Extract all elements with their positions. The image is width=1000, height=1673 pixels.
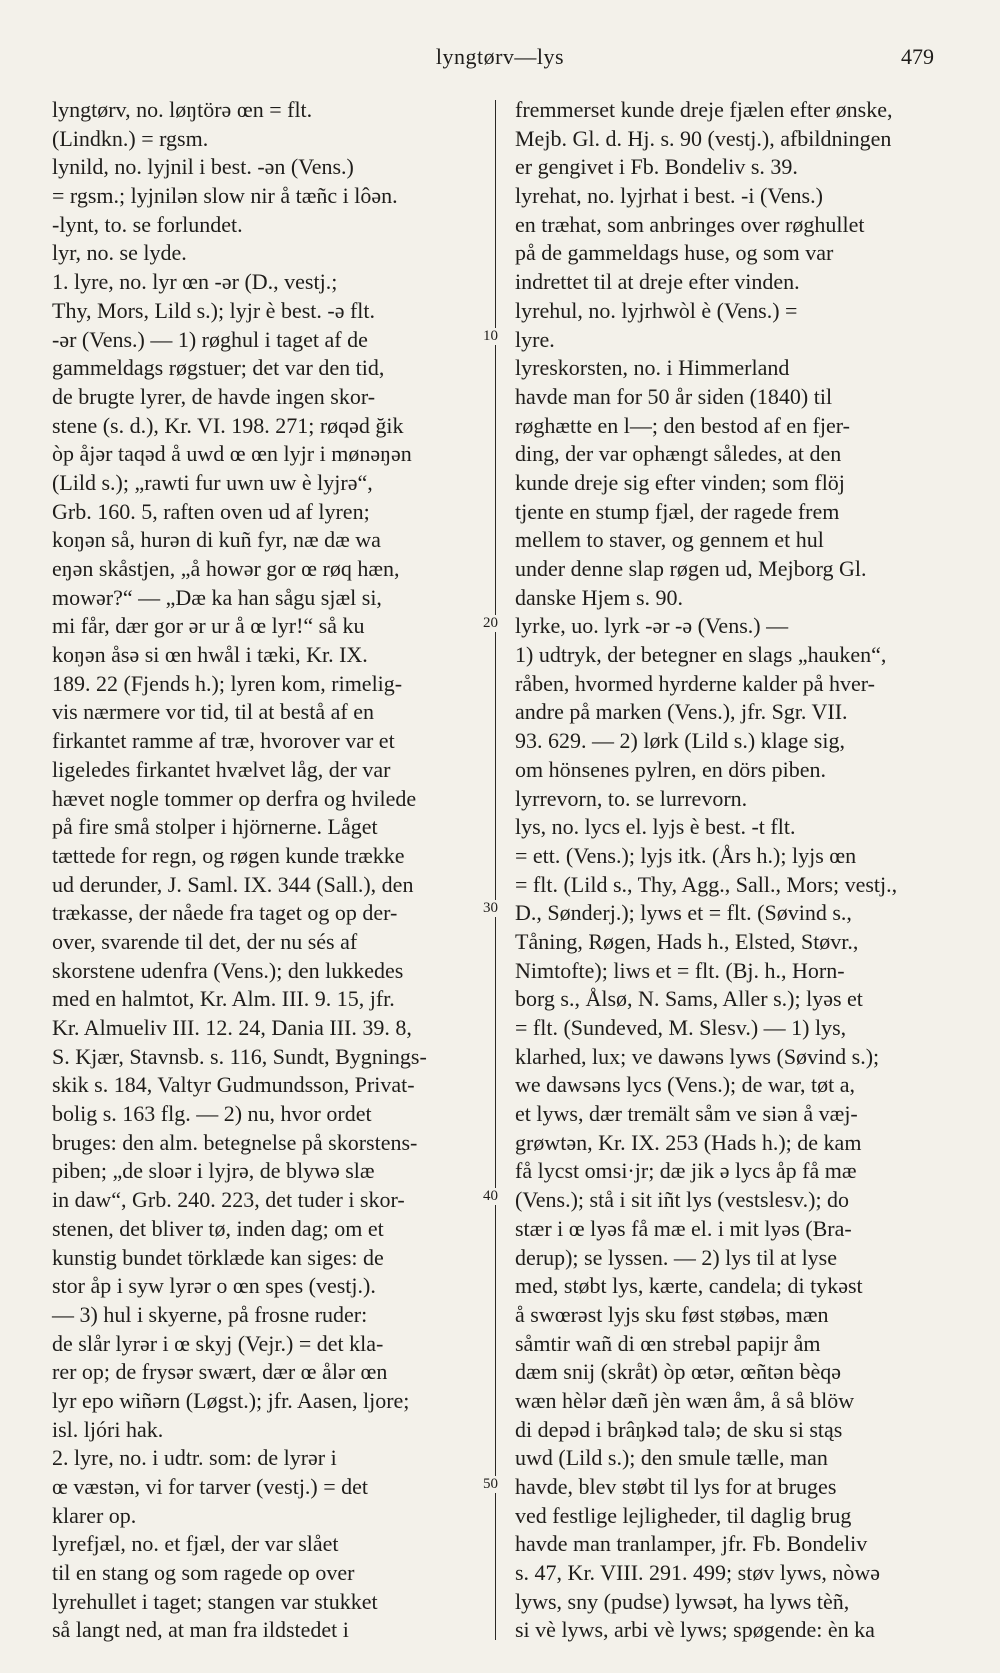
text-line: mellem to staver, og gennem et hul xyxy=(515,527,824,553)
text-line: andre på marken (Vens.), jfr. Sgr. VII. xyxy=(515,699,848,725)
text-line: = flt. (Sundeved, M. Slesv.) — 1) lys, xyxy=(515,1015,847,1040)
text-line: di depəd i brâŋkəd talə; de sku si stąs xyxy=(515,1416,843,1442)
text-line: piben; „de sloər i lyjrə, de blywə slæ xyxy=(52,1158,375,1184)
text-line: 189. 22 (Fjends h.); lyren kom, rimelig- xyxy=(52,670,403,696)
text-line: Kr. Almueliv III. 12. 24, Dania III. 39. 8, xyxy=(52,1015,412,1040)
text-line: -lynt, to. se forlundet. xyxy=(52,211,243,237)
text-line: trækasse, der nåede fra taget og op der- xyxy=(52,900,398,926)
text-line: lys, no. lycs el. lyjs è best. -t flt. xyxy=(515,814,796,840)
text-line: om hönsenes pylren, en dörs piben. xyxy=(515,756,826,782)
text-line: mi får, dær gor ər ur å œ lyr!“ så ku xyxy=(52,613,365,639)
text-line: lyrehul, no. lyjrhwòl è (Vens.) = xyxy=(515,297,798,323)
text-line: Thy, Mors, Lild s.); lyjr è best. -ə flt. xyxy=(52,297,376,323)
text-line: eŋən skåstjen, „å howər gor œ røq hæn, xyxy=(52,556,400,581)
text-line: 93. 629. — 2) lørk (Lild s.) klage sig, xyxy=(515,728,845,754)
line-marker: 50 xyxy=(483,1476,498,1492)
text-line: Nimtofte); liws et = flt. (Bj. h., Horn- xyxy=(515,957,845,983)
text-line: (Lindkn.) = rgsm. xyxy=(52,125,209,151)
text-line: œ væstən, vi for tarver (vestj.) = det xyxy=(52,1474,369,1499)
text-line: lyrke, uo. lyrk -ər -ə (Vens.) — xyxy=(515,613,789,639)
text-line: 2. lyre, no. i udtr. som: de lyrər i xyxy=(52,1445,337,1471)
text-line: klarhed, lux; ve dawəns lyws (Søvind s.); xyxy=(515,1043,880,1069)
text-line: tættede for regn, og røgen kunde trække xyxy=(52,842,405,868)
text-line: havde man for 50 år siden (1840) til xyxy=(515,383,833,409)
text-line: in daw“, Grb. 240. 223, det tuder i skor- xyxy=(52,1187,405,1213)
text-line: på fire små stolper i hjörnerne. Låget xyxy=(52,814,378,840)
text-line: danske Hjem s. 90. xyxy=(515,584,684,610)
text-line: stor åp i syw lyrər o œn spes (vestj.). xyxy=(52,1273,376,1299)
text-line: s. 47, Kr. VIII. 291. 499; støv lyws, nòwə xyxy=(515,1560,881,1586)
text-line: -ər (Vens.) — 1) røghul i taget af de xyxy=(52,326,368,352)
text-line: gammeldags røgstuer; det var den tid, xyxy=(52,355,385,381)
text-line: lynild, no. lyjnil i best. -ən (Vens.) xyxy=(52,154,354,180)
text-line: firkantet ramme af træ, hvorover var et xyxy=(52,728,395,754)
text-line: (Vens.); stå i sit iñt lys (vestslesv.); do xyxy=(515,1187,850,1213)
text-line: wæn hèlər dæñ jèn wæn åm, å så blöw xyxy=(515,1387,855,1413)
text-line: D., Sønderj.); lyws et = flt. (Søvind s., xyxy=(515,900,852,926)
text-line: koŋən åsə si œn hwål i tæki, Kr. IX. xyxy=(52,642,368,668)
text-line: òp åjər taqəd å uwd œ œn lyjr i mønəŋən xyxy=(52,441,412,467)
text-line: 1. lyre, no. lyr œn -ər (D., vestj.; xyxy=(52,269,338,295)
text-line: havde man tranlamper, jfr. Fb. Bondeliv xyxy=(515,1531,868,1557)
text-line: over, svarende til det, der nu sés af xyxy=(52,928,358,954)
text-line: we dawsəns lycs (Vens.); de war, tøt a, xyxy=(515,1072,856,1098)
text-line: lyreskorsten, no. i Himmerland xyxy=(515,355,790,381)
text-line: fremmerset kunde dreje fjælen efter ønske, xyxy=(515,97,893,122)
text-line: dæm snij (skråt) òp œtər, œñtən bèqə xyxy=(515,1359,841,1385)
text-line: få lycst omsi·jr; dæ jik ə lycs åp få mæ xyxy=(515,1158,857,1184)
text-line: bolig s. 163 flg. — 2) nu, hvor ordet xyxy=(52,1101,372,1127)
text-line: = rgsm.; lyjnilən slow nir å tæñc i lôən. xyxy=(52,183,398,209)
text-line: = ett. (Vens.); lyjs itk. (Års h.); lyjs œn xyxy=(515,842,857,868)
page-number: 479 xyxy=(901,44,934,69)
text-line: koŋən så, hurən di kuñ fyr, næ dæ wa xyxy=(52,527,381,553)
text-line: under denne slap røgen ud, Mejborg Gl. xyxy=(515,556,867,581)
text-line: = flt. (Lild s., Thy, Agg., Sall., Mors; vestj., xyxy=(515,871,898,897)
text-line: kunde dreje sig efter vinden; som flöj xyxy=(515,469,845,495)
text-line: lyrehullet i taget; stangen var stukket xyxy=(52,1588,378,1614)
text-line: kunstig bundet törklæde kan siges: de xyxy=(52,1244,384,1270)
text-line: ud derunder, J. Saml. IX. 344 (Sall.), den xyxy=(52,871,414,897)
text-line: med en halmtot, Kr. Alm. III. 9. 15, jfr. xyxy=(52,986,395,1012)
text-line: råben, hvormed hyrderne kalder på hver- xyxy=(515,670,875,696)
text-line: er gengivet i Fb. Bondeliv s. 39. xyxy=(515,154,798,180)
text-line: et lyws, dær tremält såm ve siən å væj- xyxy=(515,1101,858,1127)
text-line: lyr, no. se lyde. xyxy=(52,240,187,266)
text-line: lyr epo wiñərn (Løgst.); jfr. Aasen, ljore; xyxy=(52,1387,410,1413)
line-marker: 10 xyxy=(483,328,498,344)
text-line: uwd (Lild s.); den smule tælle, man xyxy=(515,1445,828,1471)
text-line: ding, der var ophængt således, at den xyxy=(515,441,842,467)
text-line: — 3) hul i skyerne, på frosne ruder: xyxy=(52,1301,368,1327)
text-line: på de gammeldags huse, og som var xyxy=(515,240,834,266)
text-line: lyngtørv, no. løŋtörə œn = flt. xyxy=(52,97,313,122)
line-marker: 20 xyxy=(483,615,498,631)
text-line: grøwtən, Kr. IX. 253 (Hads h.); de kam xyxy=(515,1129,862,1155)
text-line: lyws, sny (pudse) lywsət, ha lyws tèñ, xyxy=(515,1588,850,1614)
text-line: Grb. 160. 5, raften oven ud af lyren; xyxy=(52,498,370,524)
text-line: med, støbt lys, kærte, candela; di tykəst xyxy=(515,1273,863,1299)
text-line: lyrehat, no. lyjrhat i best. -i (Vens.) xyxy=(515,183,823,209)
text-line: stenen, det bliver tø, inden dag; om et xyxy=(52,1215,384,1241)
text-line: borg s., Ålsø, N. Sams, Aller s.); lyəs et xyxy=(515,986,863,1012)
text-line: røghætte en l—; den bestod af en fjer- xyxy=(515,412,850,438)
text-line: til en stang og som ragede op over xyxy=(52,1560,355,1586)
text-line: lyrrevorn, to. se lurrevorn. xyxy=(515,785,748,811)
text-line: Mejb. Gl. d. Hj. s. 90 (vestj.), afbildningen xyxy=(515,125,892,151)
text-line: derup); se lyssen. — 2) lys til at lyse xyxy=(515,1244,838,1270)
text-line: bruges: den alm. betegnelse på skorstens- xyxy=(52,1129,418,1155)
text-line: ved festlige lejligheder, til daglig brug xyxy=(515,1502,852,1528)
running-title: lyngtørv—lys xyxy=(435,44,565,69)
text-line: lyrefjæl, no. et fjæl, der var slået xyxy=(52,1531,339,1557)
text-line: så langt ned, at man fra ildstedet i xyxy=(52,1617,349,1643)
text-line: de brugte lyrer, de havde ingen skor- xyxy=(52,383,376,409)
line-marker: 30 xyxy=(483,900,498,916)
left-column xyxy=(52,96,480,1645)
text-line: stær i œ lyəs få mæ el. i mit lyəs (Bra- xyxy=(515,1215,852,1241)
text-line: rer op; de frysər swært, dær œ ålər œn xyxy=(52,1359,388,1385)
text-line: tjente en stump fjæl, der ragede frem xyxy=(515,498,840,524)
text-line: skorstene udenfra (Vens.); den lukkedes xyxy=(52,957,404,983)
text-line: S. Kjær, Stavnsb. s. 116, Sundt, Bygnings- xyxy=(52,1043,427,1069)
text-line: å swœrəst lyjs sku føst støbəs, mæn xyxy=(515,1301,829,1327)
text-line: ligeledes firkantet hvælvet låg, der var xyxy=(52,756,391,782)
text-line: stene (s. d.), Kr. VI. 198. 271; røqəd ğik xyxy=(52,412,404,438)
text-line: vis nærmere vor tid, til at bestå af en xyxy=(52,699,374,725)
text-line: mowər?“ — „Dæ ka han sågu sjæl si, xyxy=(52,584,382,610)
text-line: 1) udtryk, der betegner en slags „hauken“, xyxy=(515,642,887,668)
text-line: isl. ljóri hak. xyxy=(52,1416,164,1442)
text-line: en træhat, som anbringes over røghullet xyxy=(515,211,865,237)
text-line: såmtir wañ di œn strebəl papijr åm xyxy=(515,1330,821,1356)
text-line: si vè lyws, arbi vè lyws; spøgende: èn ka xyxy=(515,1617,875,1643)
text-line: klarer op. xyxy=(52,1502,137,1528)
text-line: hævet nogle tommer op derfra og hvilede xyxy=(52,785,417,811)
text-line: indrettet til at dreje efter vinden. xyxy=(515,269,800,295)
text-line: de slår lyrər i œ skyj (Vejr.) = det kla- xyxy=(52,1330,384,1356)
right-column xyxy=(515,96,939,1645)
text-line: havde, blev støbt til lys for at bruges xyxy=(515,1474,837,1499)
text-line: lyre. xyxy=(515,326,555,352)
text-line: (Lild s.); „rawti fur uwn uw è lyjrə“, xyxy=(52,469,373,495)
text-line: skik s. 184, Valtyr Gudmundsson, Privat- xyxy=(52,1072,415,1098)
text-line: Tåning, Røgen, Hads h., Elsted, Støvr., xyxy=(515,928,859,954)
line-marker: 40 xyxy=(483,1188,498,1204)
